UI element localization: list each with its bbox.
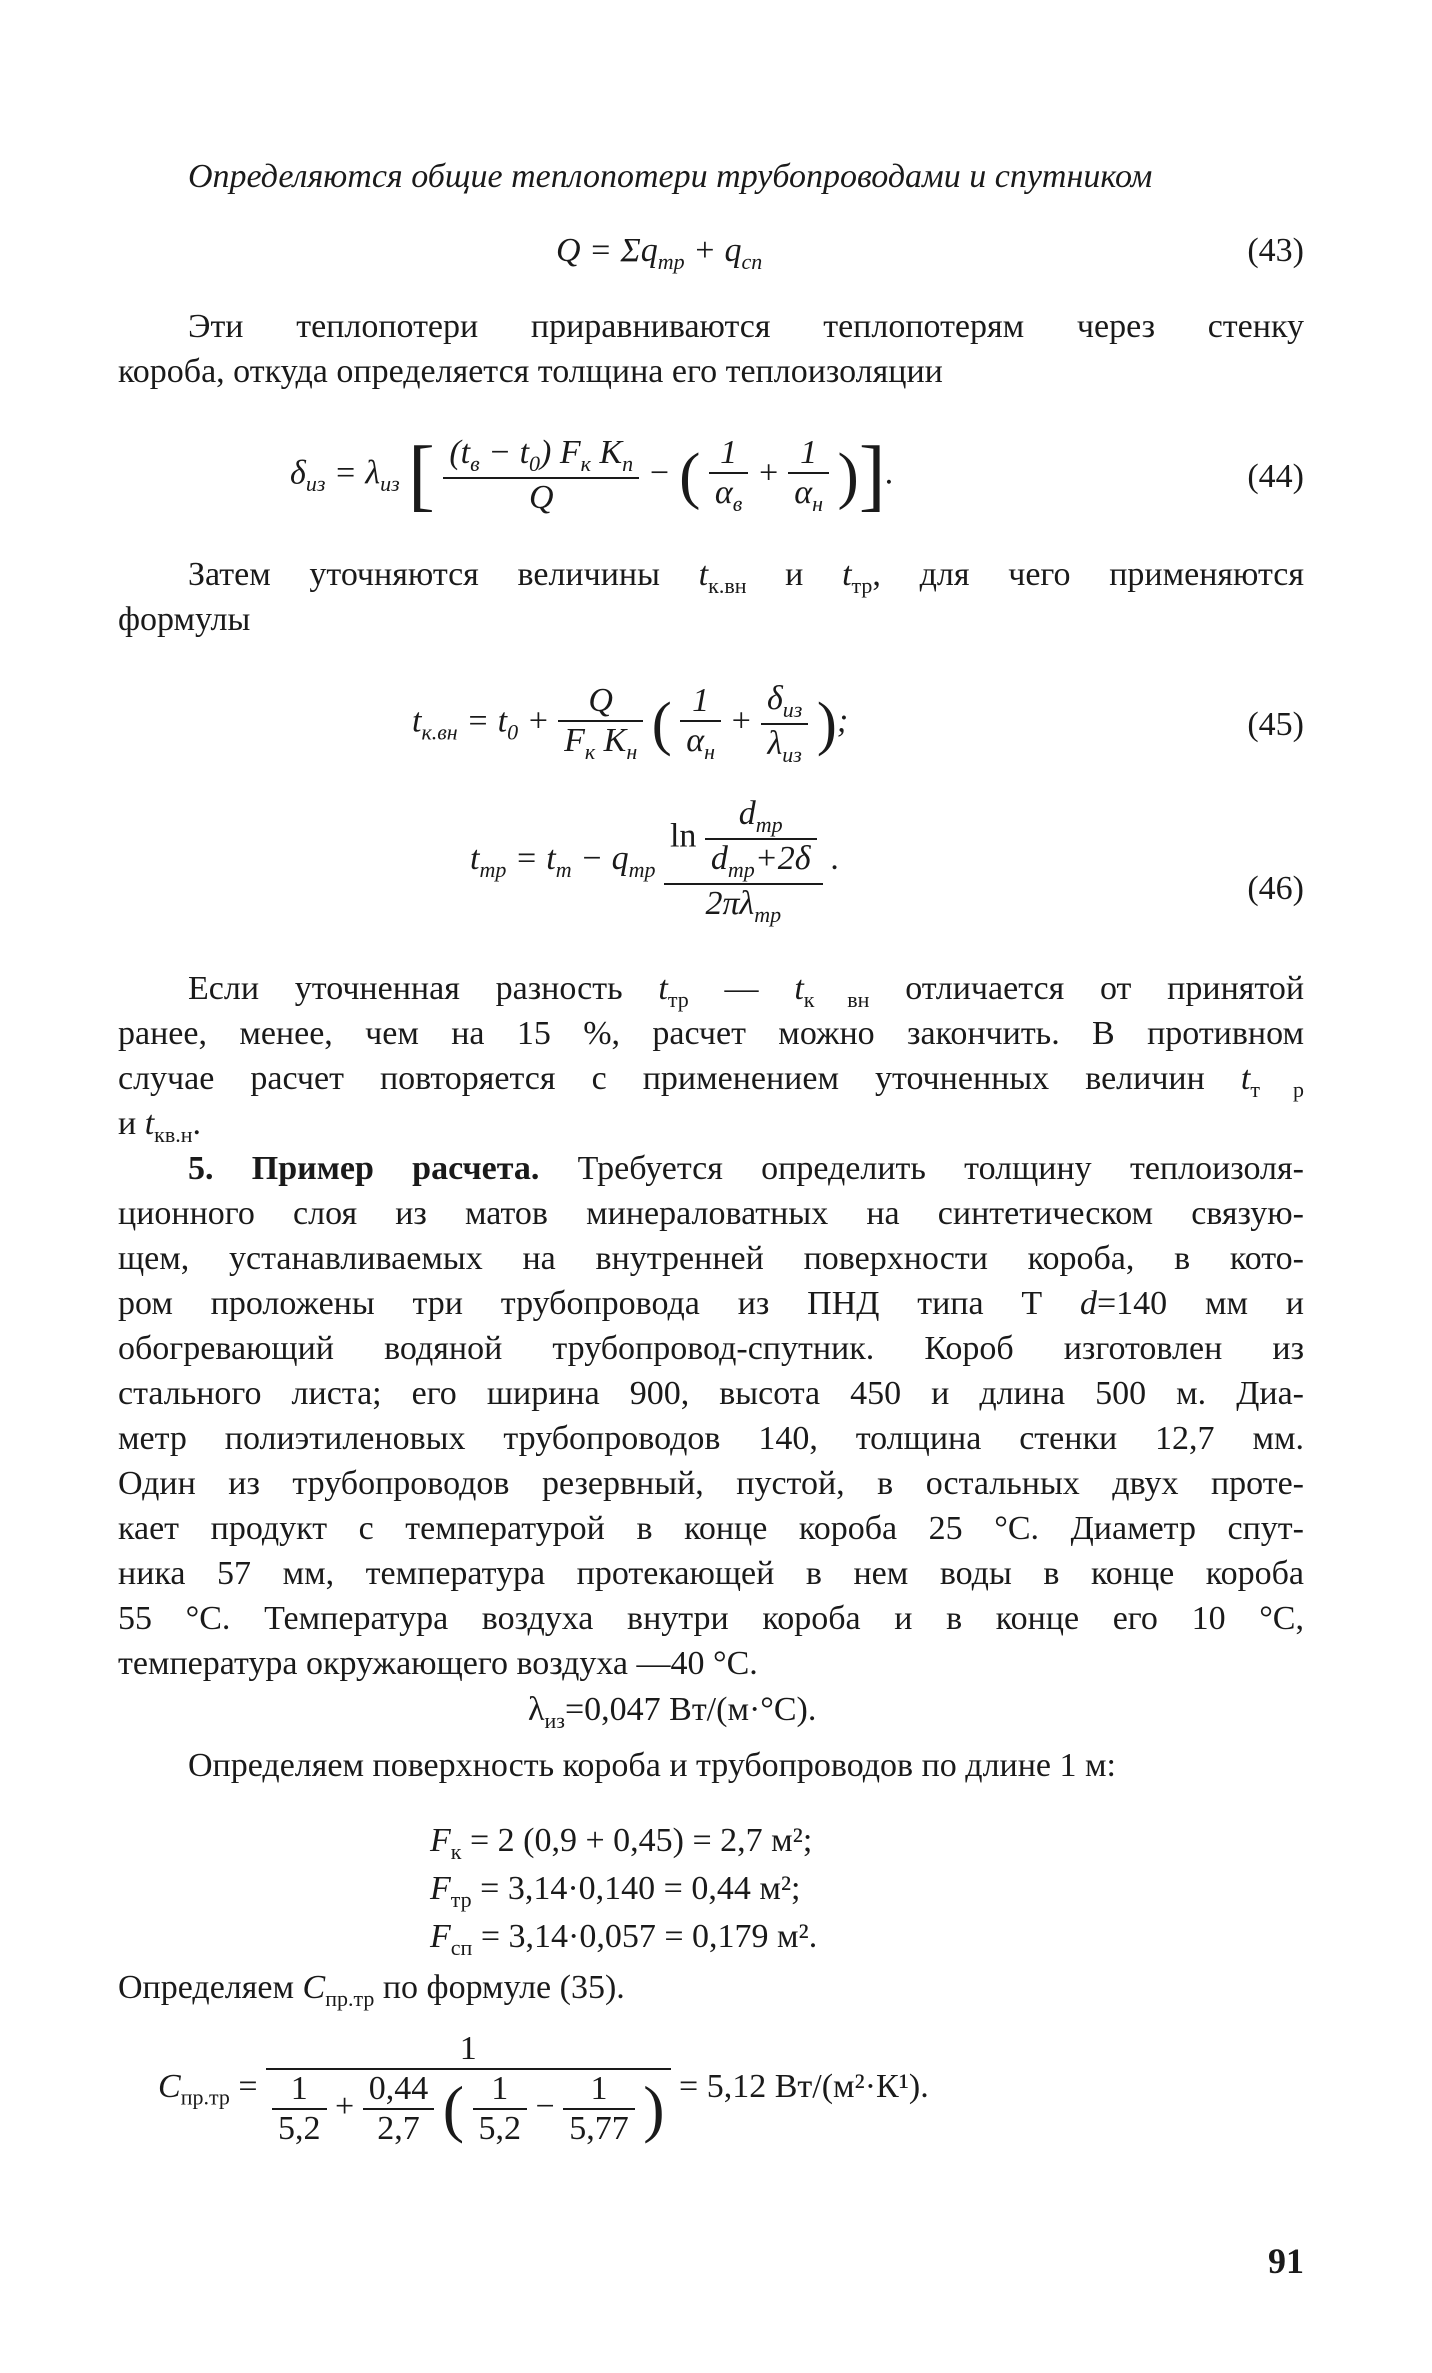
example-line-3: щем, устанавливаемых на внутренней поверхности короба, в кото- <box>118 1240 1304 1277</box>
check-line-3: случае расчет повторяется с применением уточненных величин $t_{т р}$ <box>118 1060 1304 1102</box>
example-line-10: ника 57 мм, температура протекающей в нем воды в конце короба <box>118 1555 1304 1592</box>
lambda-line: $\lambda_{из}=0,047$ Вт/(м·°С). <box>528 1691 817 1733</box>
surface-fk: $F_к = 2$ (0,9 + 0,45) = 2,7 м²; <box>430 1822 813 1864</box>
example-line-7: метр полиэтиленовых трубопроводов 140, толщина стенки 12,7 мм. <box>118 1420 1304 1457</box>
equation-43: $Q = \Sigma q_{тр} + q_{сп}$ <box>556 232 763 274</box>
cpr-equation: $С_{пр.тр}$ = 1 $\frac{1}{5,2}$ + $\frac{0,44}{2,7}$ ( $\frac{1}{5,2}$ − $\frac{1}{5,77}$ ) = 5,12 Вт/(м²·К¹). <box>158 2030 929 2147</box>
intro-3-line-1: Затем уточняются величины $t_{к.вн}$ и $t_{тр}$, для чего применяются <box>188 556 1304 598</box>
example-line-5: обогревающий водяной трубопровод-спутник. Короб изготовлен из <box>118 1330 1304 1367</box>
surface-intro: Определяем поверхность короба и трубопроводов по длине 1 м: <box>188 1747 1116 1784</box>
check-line-2: ранее, менее, чем на 15 %, расчет можно закончить. В противном <box>118 1015 1304 1052</box>
example-paragraph <box>118 1146 1304 1686</box>
intro-paragraph-2 <box>118 304 1304 394</box>
page-number: 91 <box>1268 2241 1304 2281</box>
example-line-11: 55 °С. Температура воздуха внутри короба и в конце его 10 °С, <box>118 1600 1304 1637</box>
intro-2-line-1: Эти теплопотери приравниваются теплопотерям через стенку <box>188 308 1304 345</box>
intro-2-line-2: короба, откуда определяется толщина его теплоизоляции <box>118 353 943 390</box>
example-line-8: Один из трубопроводов резервный, пустой, в остальных двух проте- <box>118 1465 1304 1502</box>
equation-46: $t_{тр} = t_т - q_{тр}$ ln $\frac{d_{тр}}{d_{тр}+2\delta}$ $2\pi\lambda_{тр}$ . <box>470 795 840 927</box>
check-paragraph <box>118 966 1304 1146</box>
cpr-intro: Определяем $С_{пр.тр}$ по формуле (35). <box>118 1969 625 2011</box>
intro-3-line-2: формулы <box>118 601 251 638</box>
example-line-9: кает продукт с температурой в конце короба 25 °С. Диаметр спут- <box>118 1510 1304 1547</box>
intro-text-1: Определяются общие теплопотери трубопроводами и спутником <box>188 158 1153 195</box>
intro-paragraph-3 <box>118 552 1304 642</box>
check-line-4: и $t_{кв.н}$. <box>118 1105 202 1147</box>
equation-44: $\delta_{из} = \lambda_{из}$ [ $\frac{(t_в - t_0) F_к K_п}{Q}$ − ( $\frac{1}{\alpha_в}$ + $\frac{1}{\alpha_н}$ )]. <box>290 431 894 519</box>
example-line-6: стального листа; его ширина 900, высота 450 и длина 500 м. Диа- <box>118 1375 1304 1412</box>
check-line-1: Если уточненная разность $t_{тр}$ — $t_{к вн}$ отличается от принятой <box>188 970 1305 1012</box>
equation-43-number: (43) <box>1247 232 1304 269</box>
equation-45-number: (45) <box>1247 706 1304 743</box>
example-line-1 <box>118 1146 1304 1191</box>
equation-44-number: (44) <box>1247 458 1304 495</box>
example-line-4: ром проложены три трубопровода из ПНД типа Т d=140 мм и <box>118 1285 1305 1322</box>
example-heading: 5. Пример расчета. <box>188 1150 540 1187</box>
surface-ftr: $F_{тр} = 3,14\cdot 0,140 = 0,44$ м²; <box>430 1870 801 1912</box>
surface-fsp: $F_{сп} = 3,14\cdot 0,057 = 0,179$ м². <box>430 1918 818 1960</box>
equation-45: $t_{к.вн} = t_0$ + $\frac{Q}{F_к K_н}$ ( $\frac{1}{\alpha_н}$ + $\frac{\delta_{из}}{\lambda_{из}}$ ); <box>412 680 849 767</box>
example-line-12: температура окружающего воздуха —40 °С. <box>118 1645 758 1682</box>
example-line-1-text: Требуется определить толщину теплоизоля- <box>577 1150 1304 1187</box>
equation-46-number: (46) <box>1247 870 1304 907</box>
example-line-2: ционного слоя из матов минераловатных на синтетическом связую- <box>118 1195 1304 1232</box>
